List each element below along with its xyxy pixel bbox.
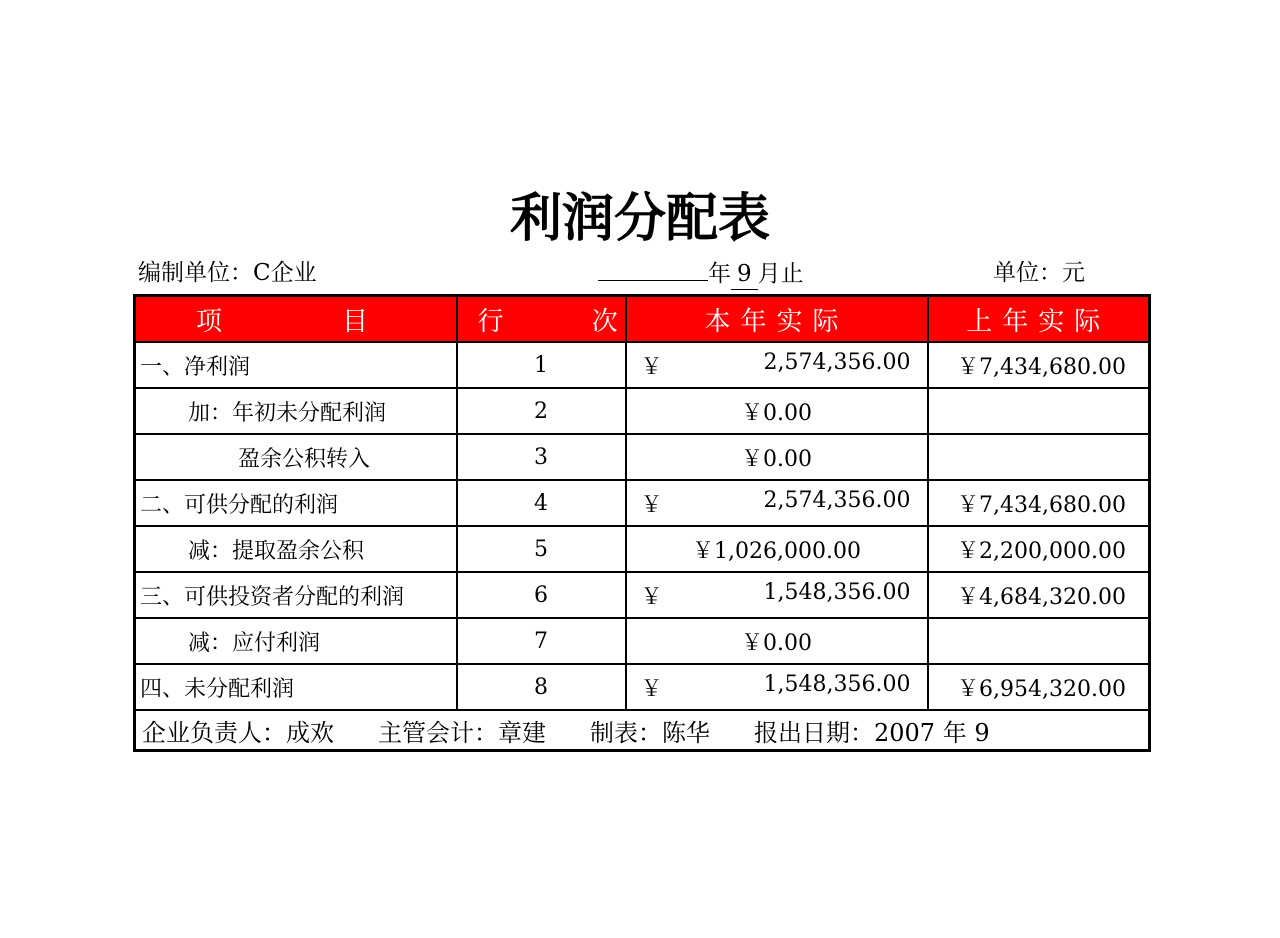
- row-previous: ￥2,200,000.00: [928, 526, 1150, 572]
- row-current: [626, 480, 928, 526]
- current-amount: 2,574,356.00: [763, 487, 911, 513]
- header-item-b: 目: [342, 306, 379, 337]
- yen-sign: ￥: [640, 584, 663, 610]
- row-line: 5: [457, 526, 626, 572]
- row-item: 二、可供分配的利润: [135, 480, 457, 526]
- row-line: 4: [457, 480, 626, 526]
- company-manager: 企业负责人：成欢: [142, 718, 334, 747]
- row-item: 盈余公积转入: [135, 434, 457, 480]
- row-line: 8: [457, 664, 626, 710]
- row-previous: ￥4,684,320.00: [928, 572, 1150, 618]
- row-line: 2: [457, 388, 626, 434]
- table-row: [135, 572, 1150, 618]
- row-current: ￥0.00: [626, 388, 928, 434]
- row-line: 1: [457, 342, 626, 388]
- month-suffix: 月止: [757, 261, 804, 287]
- current-amount: 1,548,356.00: [763, 671, 911, 697]
- header-item-a: 项: [196, 306, 233, 337]
- row-current: [626, 572, 928, 618]
- row-previous: [928, 618, 1150, 664]
- row-line: 7: [457, 618, 626, 664]
- preparer: 制表：陈华: [590, 718, 710, 747]
- row-previous: ￥7,434,680.00: [928, 342, 1150, 388]
- year-suffix: 年: [708, 261, 731, 287]
- currency-unit: 单位：元: [993, 260, 1085, 286]
- page-title: 利润分配表: [509, 189, 770, 249]
- table-row: [135, 342, 1150, 388]
- table-row: [135, 434, 1150, 480]
- header-previous-year: 上年实际: [928, 296, 1150, 343]
- row-previous: [928, 388, 1150, 434]
- row-current: ￥0.00: [626, 434, 928, 480]
- row-item: 四、未分配利润: [135, 664, 457, 710]
- yen-sign: ￥: [640, 676, 663, 702]
- current-amount: 2,574,356.00: [763, 349, 911, 375]
- chief-accountant: 主管会计：章建: [378, 718, 546, 747]
- yen-sign: ￥: [640, 354, 663, 380]
- report-period: [598, 258, 804, 290]
- header-row: [135, 296, 1150, 343]
- row-item: 一、净利润: [135, 342, 457, 388]
- row-current: [626, 664, 928, 710]
- row-item: 减：应付利润: [135, 618, 457, 664]
- row-current: ￥0.00: [626, 618, 928, 664]
- profit-distribution-table: [133, 294, 1151, 752]
- header-item: [135, 296, 457, 343]
- row-previous: [928, 434, 1150, 480]
- report-date: 报出日期：2007 年 9: [754, 718, 990, 747]
- row-current: [626, 342, 928, 388]
- row-item: 加：年初未分配利润: [135, 388, 457, 434]
- yen-sign: ￥: [640, 492, 663, 518]
- row-previous: ￥6,954,320.00: [928, 664, 1150, 710]
- row-line: 3: [457, 434, 626, 480]
- row-current: ￥1,026,000.00: [626, 526, 928, 572]
- year-blank: [598, 258, 708, 281]
- signature-line: [135, 710, 1150, 751]
- row-item: 三、可供投资者分配的利润: [135, 572, 457, 618]
- table-row: [135, 618, 1150, 664]
- row-item: 减：提取盈余公积: [135, 526, 457, 572]
- prepared-by-unit: 编制单位：C企业: [138, 260, 317, 286]
- table-row: [135, 388, 1150, 434]
- header-current-year: 本年实际: [626, 296, 928, 343]
- current-amount: 1,548,356.00: [763, 579, 911, 605]
- row-previous: ￥7,434,680.00: [928, 480, 1150, 526]
- header-line: 行 次: [457, 296, 626, 343]
- month-value: 9: [731, 259, 758, 290]
- table-row: [135, 526, 1150, 572]
- table-row: [135, 664, 1150, 710]
- table-row: [135, 480, 1150, 526]
- footer-row: [135, 710, 1150, 751]
- row-line: 6: [457, 572, 626, 618]
